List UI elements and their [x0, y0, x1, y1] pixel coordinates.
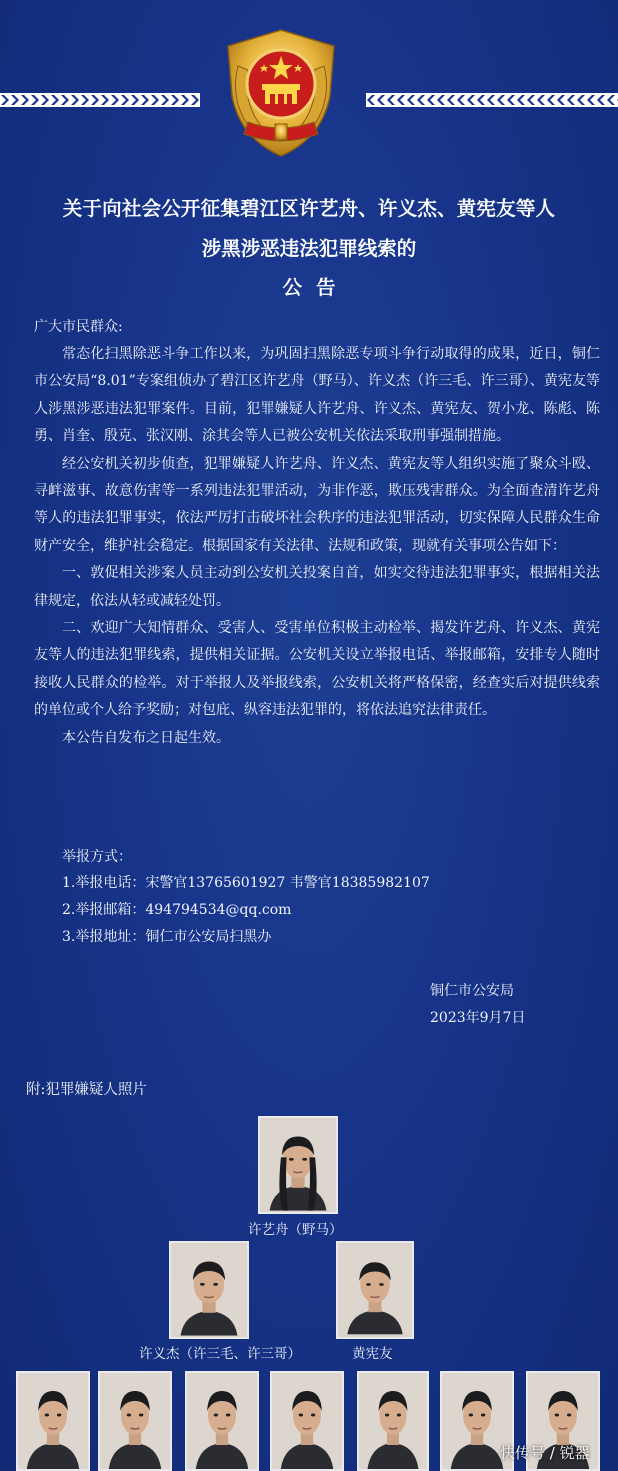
report-phone: 1.举报电话：宋警官13765601927 韦警官18385982107 [62, 875, 430, 891]
source-watermark: 快传号 / 锐器 [500, 1444, 590, 1462]
attachment-label: 附:犯罪嫌疑人照片 [26, 1082, 147, 1098]
report-heading: 举报方式： [62, 849, 132, 865]
suspect-caption-1: 许艺舟（野马） [248, 1222, 343, 1238]
paragraph-2: 经公安机关初步侦查，犯罪嫌疑人许艺舟、许义杰、黄宪友等人组织实施了聚众斗殴、寻衅滋事、故意伤害等一系列违法犯罪活动，为非作恶，欺压残害群众。为全面查清许艺舟等人的违法犯罪事实，依法严厉打击破坏社会秩序的违法犯罪活动，切实保障人民群众生命财产安全，维护社会稳定。根据国家有关法律、法规和政策，现就有关事项公告如下： [34, 455, 600, 554]
paragraph-1: 常态化扫黑除恶斗争工作以来，为巩固扫黑除恶专项斗争行动取得的成果，近日，铜仁市公安局“8.01”专案组侦办了碧江区许艺舟（野马）、许义杰（许三毛、许三哥）、黄宪友等人涉黑涉恶违法犯罪案件。目前，犯罪嫌疑人许艺舟、许义杰、黄宪友、贺小龙、陈彪、陈勇、肖奎、殷克、张汉刚、涂其会等人已被公安机关依法采取刑事强制措施。 [34, 346, 600, 445]
signature-org: 铜仁市公安局 [430, 983, 514, 999]
suspect-photo-3 [336, 1241, 414, 1339]
suspect-caption-3: 黄宪友 [352, 1346, 393, 1362]
suspect-caption-2: 许义杰（许三毛、许三哥） [139, 1346, 301, 1362]
suspect-photo-6 [185, 1371, 259, 1471]
greeting: 广大市民群众: [34, 319, 123, 335]
police-emblem-icon [218, 26, 344, 160]
notice-title-line1: 关于向社会公开征集碧江区许艺舟、许义杰、黄宪友等人 [62, 197, 556, 220]
suspect-photo-4 [16, 1371, 90, 1471]
notice-title-line2: 涉黑涉恶违法犯罪线索的 [201, 237, 417, 260]
paragraph-4: 二、欢迎广大知情群众、受害人、受害单位积极主动检举、揭发许艺舟、许义杰、黄宪友等人的违法犯罪线索，提供相关证据。公安机关设立举报电话、举报邮箱，安排专人随时接收人民群众的检举。对于举报人及举报线索，公安机关将严格保密，经查实后对提供线索的单位或个人给予奖励；对包庇、纵容违法犯罪的，将依法追究法律责任。 [34, 620, 600, 719]
paragraph-3: 一、敦促相关涉案人员主动到公安机关投案自首，如实交待违法犯罪事实，根据相关法律规定，依法从轻或减轻处罚。 [34, 565, 600, 609]
notice-body [34, 341, 600, 752]
suspect-photo-2 [169, 1241, 249, 1339]
signature-date: 2023年9月7日 [430, 1010, 526, 1026]
notice-title-line3: 公告 [282, 276, 350, 299]
report-address: 3.举报地址：铜仁市公安局扫黑办 [62, 929, 272, 945]
suspect-photo-1 [258, 1116, 338, 1214]
suspect-photo-7 [270, 1371, 344, 1471]
decorative-band-left [0, 93, 200, 107]
suspect-photo-8 [357, 1371, 429, 1471]
report-email: 2.举报邮箱：494794534@qq.com [62, 902, 292, 918]
paragraph-5: 本公告自发布之日起生效。 [62, 729, 230, 746]
decorative-band-right [366, 93, 618, 107]
suspect-photo-5 [98, 1371, 172, 1471]
